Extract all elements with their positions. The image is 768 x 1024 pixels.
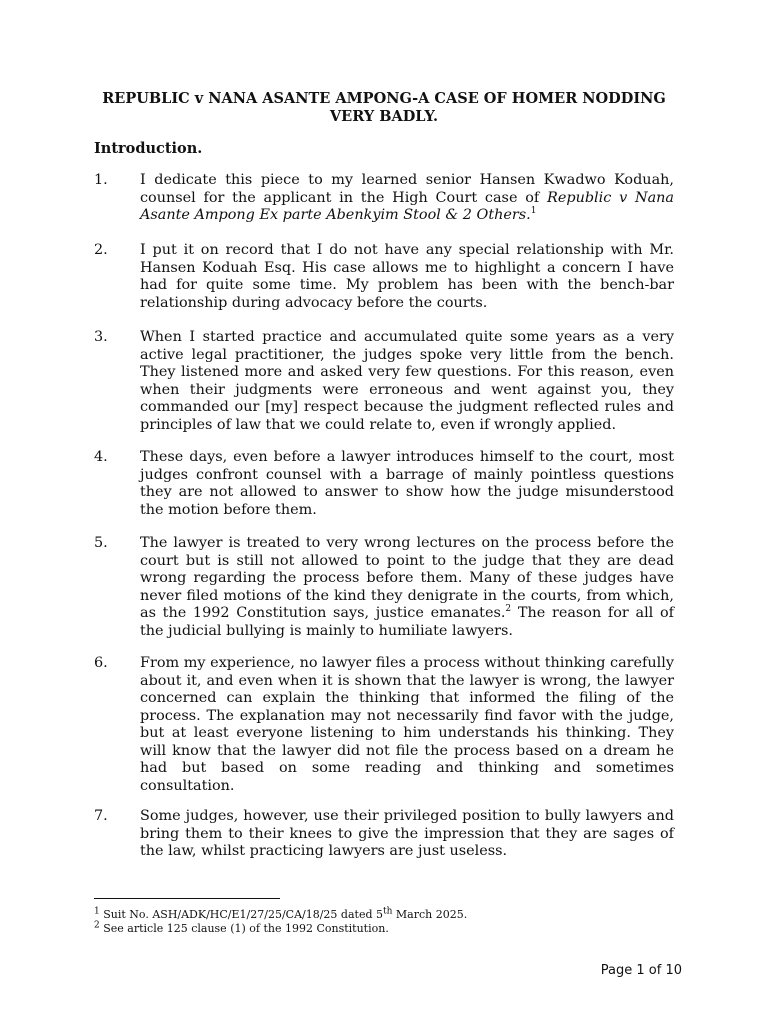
- page-number: Page 1 of 10: [600, 963, 682, 978]
- paragraph-number: 7.: [94, 808, 108, 824]
- paragraph-text: [140, 535, 674, 640]
- paragraph-number: 3.: [94, 329, 108, 345]
- paragraph-text-part: The lawyer is treated to very wrong lectures on the process before the court but is still not allowed to point to the judge that they are dead wrong regarding the process before them. Many of these judges have never filed motions of the kind they denigrate in the courts, from which, as the 1992 Constitution says, justice emanates.: [140, 535, 674, 621]
- footnote-ref: 2: [505, 604, 512, 615]
- paragraph-text-part: I dedicate this piece to my learned senior Hansen Kwadwo Koduah, counsel for the applicant in the High Court case of: [140, 172, 674, 206]
- footnote-text: March 2025.: [392, 908, 468, 921]
- paragraph-text: I put it on record that I do not have any special relationship with Mr. Hansen Koduah Esq. His case allows me to highlight a concern I have had for quite some time. My problem has been with the bench-bar relationship during advocacy before the courts.: [140, 242, 674, 311]
- paragraph-text: These days, even before a lawyer introduces himself to the court, most judges confront counsel with a barrage of mainly pointless questions they are not allowed to answer to show how the judge misunderstood the motion before them.: [140, 449, 674, 518]
- paragraph-text: From my experience, no lawyer files a process without thinking carefully about it, and even when it is shown that the lawyer is wrong, the lawyer concerned can explain the thinking that informed the filing of the process. The explanation may not necessarily find favor with the judge, but at least everyone listening to him understands his thinking. They will know that the lawyer did not file the process based on a dream he had but based on some reading and thinking and sometimes consultation.: [140, 655, 674, 794]
- footnote-mark: 2: [94, 920, 100, 931]
- footnote-superscript: th: [382, 906, 393, 917]
- footnote-mark: 1: [94, 906, 100, 917]
- paragraph-text-part: The reason for all of the judicial bullying is mainly to humiliate lawyers.: [140, 605, 674, 639]
- footnote-1: [94, 908, 674, 922]
- paragraph-7: [94, 808, 674, 861]
- footnote-divider: [94, 898, 280, 899]
- paragraph-4: [94, 449, 674, 519]
- paragraph-6: [94, 655, 674, 795]
- paragraph-text: [140, 172, 674, 225]
- paragraph-2: [94, 242, 674, 312]
- paragraph-number: 2.: [94, 242, 108, 258]
- paragraph-5: [94, 535, 674, 640]
- footnote-text: Suit No. ASH/ADK/HC/E1/27/25/CA/18/25 dated 5: [99, 908, 383, 921]
- paragraph-number: 1.: [94, 172, 108, 188]
- footnote-2: [94, 922, 674, 936]
- paragraph-number: 4.: [94, 449, 108, 465]
- footnote-text: See article 125 clause (1) of the 1992 Constitution.: [99, 922, 389, 935]
- paragraph-text: Some judges, however, use their privileged position to bully lawyers and bring them to their knees to give the impression that they are sages of the law, whilst practicing lawyers are just useless.: [140, 808, 674, 859]
- paragraph-number: 6.: [94, 655, 108, 671]
- document-title: REPUBLIC v NANA ASANTE AMPONG-A CASE OF HOMER NODDING VERY BADLY.: [102, 90, 666, 125]
- paragraph-3: [94, 329, 674, 434]
- section-heading: Introduction.: [94, 140, 203, 157]
- paragraph-number: 5.: [94, 535, 108, 551]
- footnote-ref: 1: [530, 206, 537, 217]
- paragraph-text: When I started practice and accumulated quite some years as a very active legal practitioner, the judges spoke very little from the bench. They listened more and asked very few questions. For this reason, even when their judgments were erroneous and went against you, they commanded our [my] respect because the judgment reflected rules and principles of law that we could relate to, even if wrongly applied.: [140, 329, 674, 433]
- case-name: Republic v Nana Asante Ampong Ex parte Abenkyim Stool & 2 Others.: [140, 189, 674, 223]
- paragraph-1: [94, 172, 674, 225]
